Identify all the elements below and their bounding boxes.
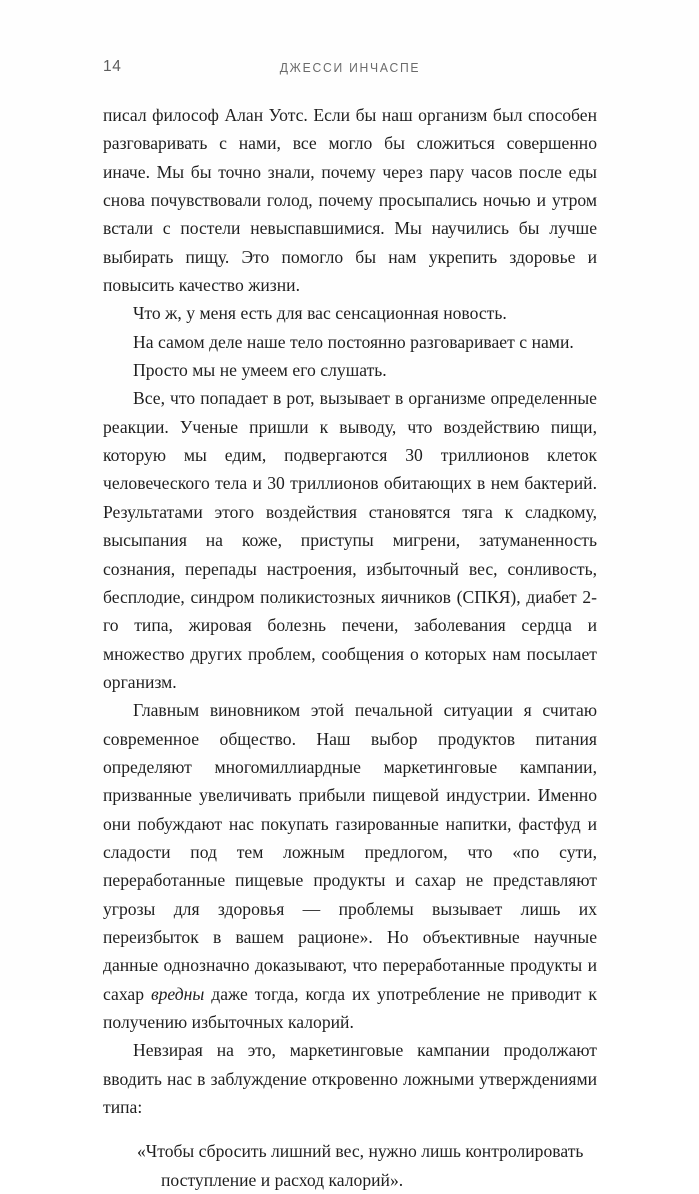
paragraph-4: Просто мы не умеем его слушать.: [133, 360, 387, 381]
paragraph-6: [103, 696, 597, 1036]
paragraph-7: Невзирая на это, маркетинговые кампании продолжают вводить нас в заблуждение откровенно ложными утверждениями типа:: [103, 1040, 597, 1118]
body-text-block: [103, 101, 597, 1194]
paragraph-3: На самом деле наше тело постоянно разговаривает с нами.: [133, 331, 574, 352]
paragraph-6-text-after: даже тогда, когда их употребление не приводит к получению избыточных калорий.: [103, 983, 597, 1032]
paragraph-5: Все, что попадает в рот, вызывает в организме определенные реакции. Ученые пришли к выводу, что воздействию пищи, которую мы едим, подвергаются 30 триллионов клеток человеческого тела и 30 триллионов обитающих в нем бактерий. Результатами этого воздействия становятся тяга к сладкому, высыпания на коже, приступы мигрени, затуманенность сознания, перепады настроения, избыточный вес, сонливость, бесплодие, синдром поликистозных яичников (СПКЯ), диабет 2-го типа, жировая болезнь печени, заболевания сердца и множество других проблем, сообщения о которых нам посылает организм.: [103, 388, 597, 692]
paragraph-1: писал философ Алан Уотс. Если бы наш организм был способен разговаривать с нами, все могло бы сложиться совершенно иначе. Мы бы точно знали, почему через пару часов после еды снова почувствовали голод, почему просыпались ночью и утром встали с постели невыспавшимися. Мы научились бы лучше выбирать пищу. Это помогло бы нам укрепить здоровье и повысить качество жизни.: [103, 105, 597, 296]
quote-spacer: [103, 1121, 597, 1137]
pull-quote: [103, 1137, 597, 1194]
emphasized-word: вредны: [150, 983, 205, 1004]
paragraph-2: Что ж, у меня есть для вас сенсационная новость.: [133, 303, 507, 324]
running-head-author: ДЖЕССИ ИНЧАСПЕ: [279, 60, 421, 75]
page-header: [103, 57, 597, 79]
page-number: 14: [103, 58, 122, 75]
quote-line-2: поступление и расход калорий».: [161, 1169, 404, 1190]
paragraph-6-text-before: Главным виновником этой печальной ситуации я считаю современное общество. Наш выбор продуктов питания определяют многомиллиардные маркетинговые кампании, призванные увеличивать прибыли пищевой индустрии. Именно они побуждают нас покупать газированные напитки, фастфуд и сладости под тем ложным предлогом, что «по сути, переработанные пищевые продукты и сахар не представляют угрозы для здоровья — проблемы вызывает лишь их переизбыток в вашем рационе». Но объективные научные данные однозначно доказывают, что переработанные продукты и сахар: [103, 700, 597, 1004]
quote-line-1: «Чтобы сбросить лишний вес, нужно лишь контролировать: [137, 1141, 584, 1162]
